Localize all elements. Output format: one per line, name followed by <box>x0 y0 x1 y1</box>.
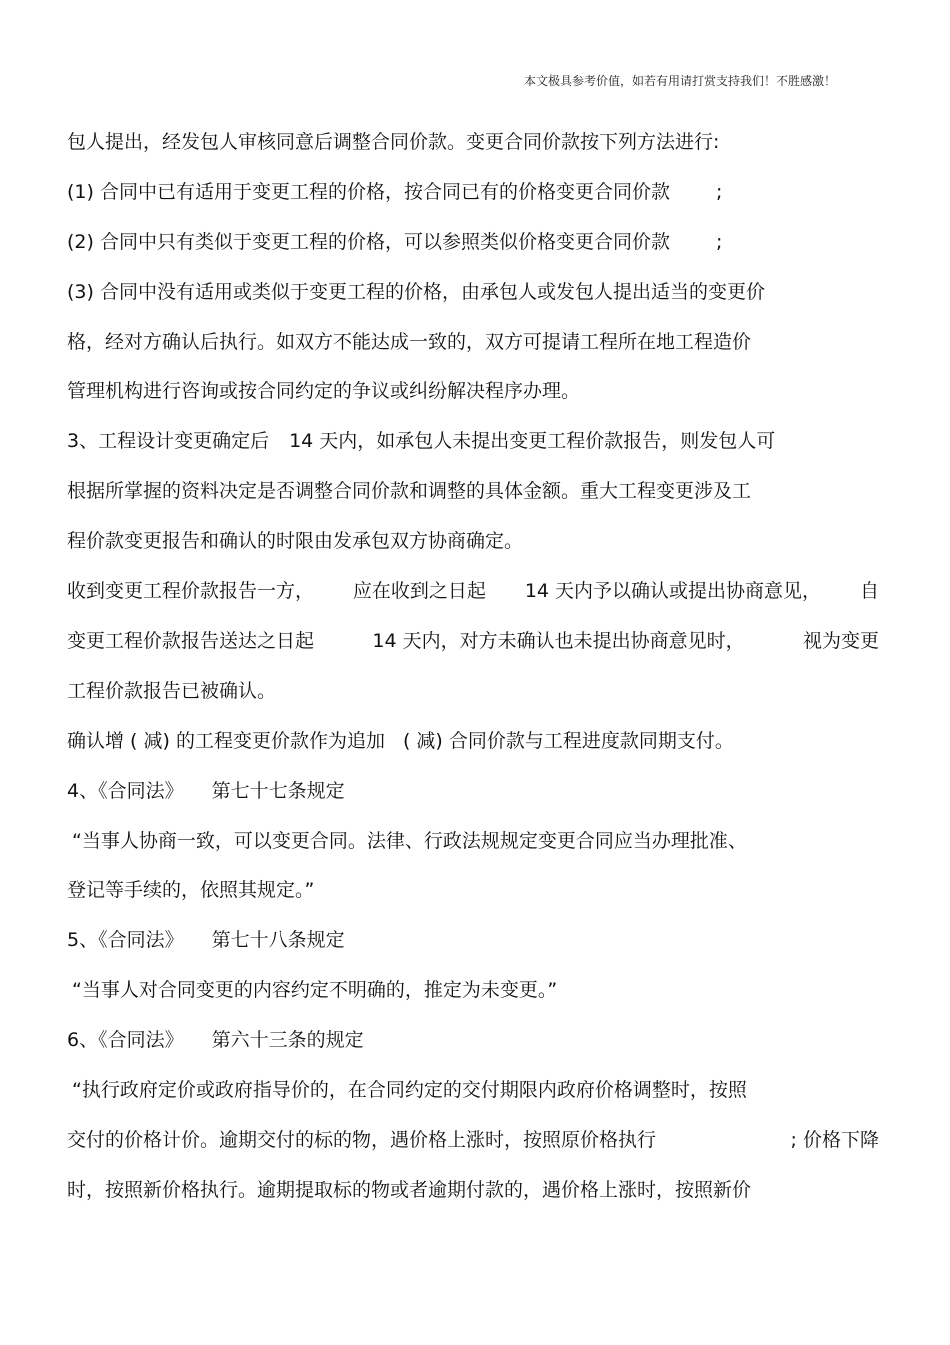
text-segment: 14 天内，对方未确认也未提出协商意见时， <box>372 630 745 652</box>
clause-text: 14 天内，如承包人未提出变更工程价款报告，则发包人可 <box>289 430 776 452</box>
list-item-1 <box>67 180 722 204</box>
law-title: 4、《合同法》 <box>67 780 184 802</box>
quote-line: “当事人协商一致，可以变更合同。法律、行政法规规定变更合同应当办理批准、 <box>72 830 747 852</box>
list-item-end: ; <box>715 231 723 253</box>
text-segment: 交付的价格计价。逾期交付的标的物，遇价格上涨时，按照原价格执行 <box>67 1129 657 1151</box>
paragraph-line <box>67 629 879 653</box>
text-segment: ( 减) 合同价款与工程进度款同期支付。 <box>402 730 734 752</box>
law-title: 6、《合同法》 <box>67 1029 184 1051</box>
header-note: 本文极具参考价值，如若有用请打赏支持我们！不胜感激！ <box>523 74 836 88</box>
paragraph-line: 包人提出，经发包人审核同意后调整合同价款。变更合同价款按下列方法进行: <box>67 131 720 153</box>
text-segment: 收到变更工程价款报告一方， <box>67 580 315 602</box>
article-title: 第七十八条规定 <box>211 929 345 951</box>
text-segment: ; 价格下降 <box>790 1129 879 1151</box>
clause-6-heading <box>67 1028 364 1052</box>
list-item-3: (3) 合同中没有适用或类似于变更工程的价格，由承包人或发包人提出适当的变更价 <box>67 281 765 303</box>
quote-line: “当事人对合同变更的内容约定不明确的，推定为未变更。” <box>72 979 558 1001</box>
text-segment: 变更工程价款报告送达之日起 <box>67 630 315 652</box>
list-item-end: ; <box>715 181 723 203</box>
paragraph-line <box>67 579 879 603</box>
text-segment: 自 <box>859 580 879 602</box>
list-item-text: (2) 合同中只有类似于变更工程的价格，可以参照类似价格变更合同价款 <box>67 231 670 253</box>
text-segment: 应在收到之日起 <box>352 580 486 602</box>
paragraph-line: 工程价款报告已被确认。 <box>67 680 277 702</box>
clause-5-heading <box>67 928 345 952</box>
paragraph-line: 格，经对方确认后执行。如双方不能达成一致的，双方可提请工程所在地工程造价 <box>67 331 752 353</box>
paragraph-line: 程价款变更报告和确认的时限由发承包双方协商确定。 <box>67 530 524 552</box>
article-title: 第七十七条规定 <box>211 780 345 802</box>
clause-4-heading <box>67 779 345 803</box>
list-item-text: (1) 合同中已有适用于变更工程的价格，按合同已有的价格变更合同价款 <box>67 181 670 203</box>
article-title: 第六十三条的规定 <box>211 1029 364 1051</box>
text-segment: 确认增 ( 减) 的工程变更价款作为追加 <box>67 730 385 752</box>
paragraph-line: 根据所掌握的资料决定是否调整合同价款和调整的具体金额。重大工程变更涉及工 <box>67 480 752 502</box>
quote-line: 时，按照新价格执行。逾期提取标的物或者逾期付款的，遇价格上涨时，按照新价 <box>67 1179 752 1201</box>
paragraph-line: 管理机构进行咨询或按合同约定的争议或纠纷解决程序办理。 <box>67 380 581 402</box>
text-segment: 14 天内予以确认或提出协商意见， <box>524 580 822 602</box>
quote-line: 登记等手续的，依照其规定。” <box>67 879 315 901</box>
quote-line <box>67 1128 879 1152</box>
list-item-2 <box>67 230 722 254</box>
text-segment: 视为变更 <box>802 630 879 652</box>
quote-line: “执行政府定价或政府指导价的，在合同约定的交付期限内政府价格调整时，按照 <box>72 1079 747 1101</box>
clause-text: 3、工程设计变更确定后 <box>67 430 270 452</box>
law-title: 5、《合同法》 <box>67 929 184 951</box>
clause-3-heading-line <box>67 429 775 453</box>
paragraph-line <box>67 729 734 753</box>
